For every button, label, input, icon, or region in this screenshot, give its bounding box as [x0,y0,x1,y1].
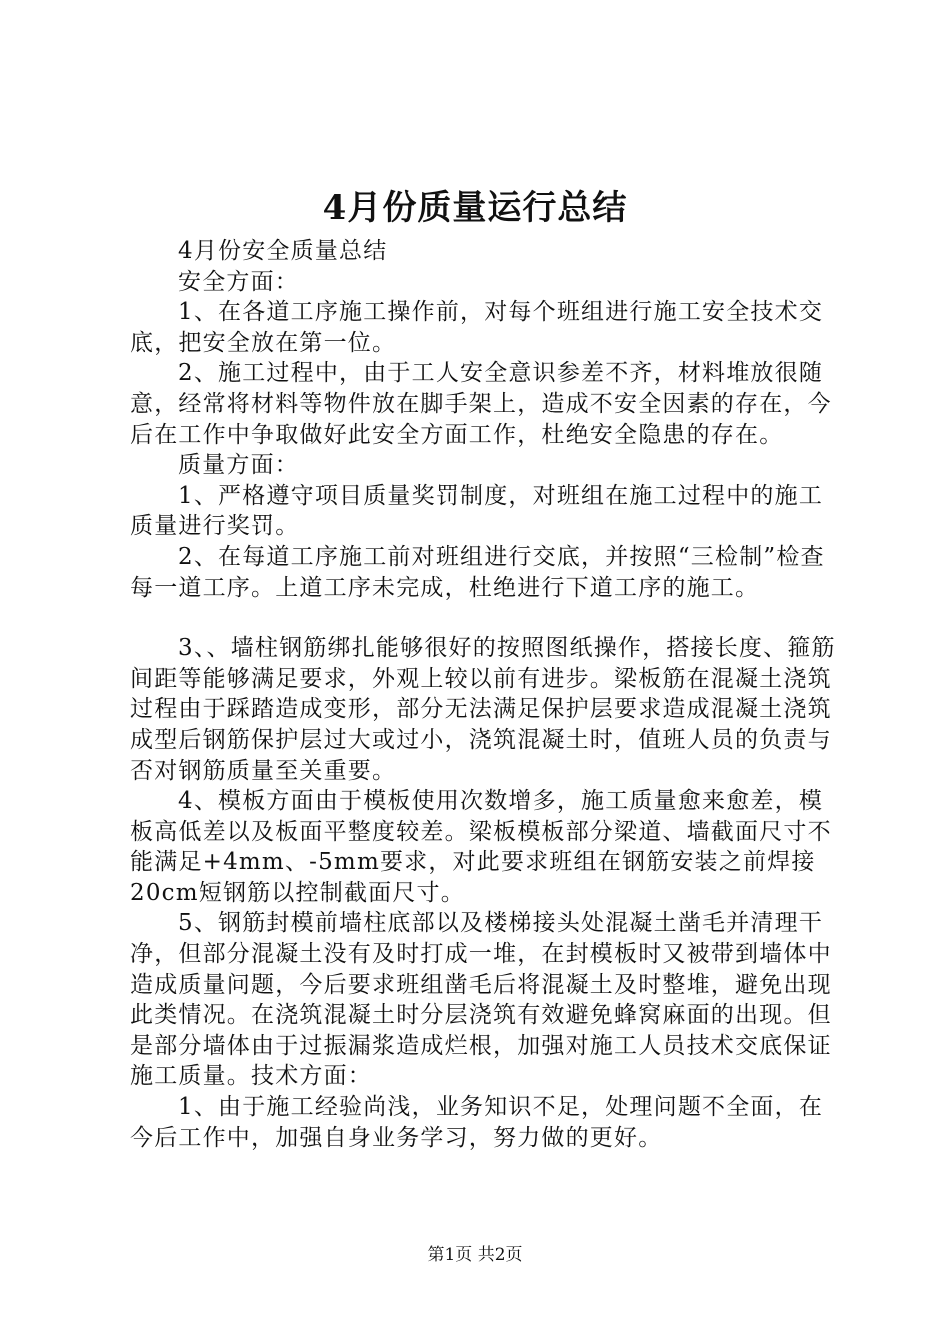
paragraph-quality-3: 3、、墙柱钢筋绑扎能够很好的按照图纸操作，搭接长度、箍筋间距等能够满足要求，外观上较以前有进步。梁板筋在混凝土浇筑过程由于踩踏造成变形，部分无法满足保护层要求造成混凝土浇筑成型后钢筋保护层过大或过小，浇筑混凝土时，值班人员的负责与否对钢筋质量至关重要。 [130,635,836,784]
page-footer: 第1页 共2页 [427,1245,523,1265]
paragraph-subtitle: 4月份安全质量总结 [178,238,388,264]
paragraph-safety-1: 1、在各道工序施工操作前，对每个班组进行施工安全技术交底，把安全放在第一位。 [130,299,824,356]
document-body [130,236,842,1153]
paragraph-quality-heading: 质量方面： [178,452,299,479]
paragraph-safety-heading: 安全方面： [178,268,299,295]
document-title: 4月份质量运行总结 [322,188,628,228]
paragraph-tech-1: 1、由于施工经验尚浅，业务知识不足，处理问题不全面，在今后工作中，加强自身业务学习，努力做的更好。 [130,1094,824,1151]
paragraph-quality-5: 5、钢筋封模前墙柱底部以及楼梯接头处混凝土凿毛并清理干净，但部分混凝土没有及时打成一堆，在封模板时又被带到墙体中造成质量问题，今后要求班组凿毛后将混凝土及时整堆，避免出现此类情况。在浇筑混凝土时分层浇筑有效避免蜂窝麻面的出现。但是部分墙体由于过振漏浆造成烂根，加强对施工人员技术交底保证施工质量。技术方面： [130,910,832,1090]
paragraph-safety-2: 2、施工过程中，由于工人安全意识参差不齐，材料堆放很随意，经常将材料等物件放在脚手架上，造成不安全因素的存在，今后在工作中争取做好此安全方面工作，杜绝安全隐患的存在。 [130,360,832,448]
paragraph-quality-1: 1、严格遵守项目质量奖罚制度，对班组在施工过程中的施工质量进行奖罚。 [130,482,824,540]
paragraph-quality-4: 4、模板方面由于模板使用次数增多，施工质量愈来愈差，模板高低差以及板面平整度较差。梁板模板部分梁道、墙截面尺寸不能满足+4mm、-5mm要求，对此要求班组在钢筋安装之前焊接20cm短钢筋以控制截面尺寸。 [130,788,832,906]
paragraph-quality-2: 2、在每道工序施工前对班组进行交底，并按照“三检制”检查每一道工序。上道工序未完成，杜绝进行下道工序的施工。 [130,543,825,601]
